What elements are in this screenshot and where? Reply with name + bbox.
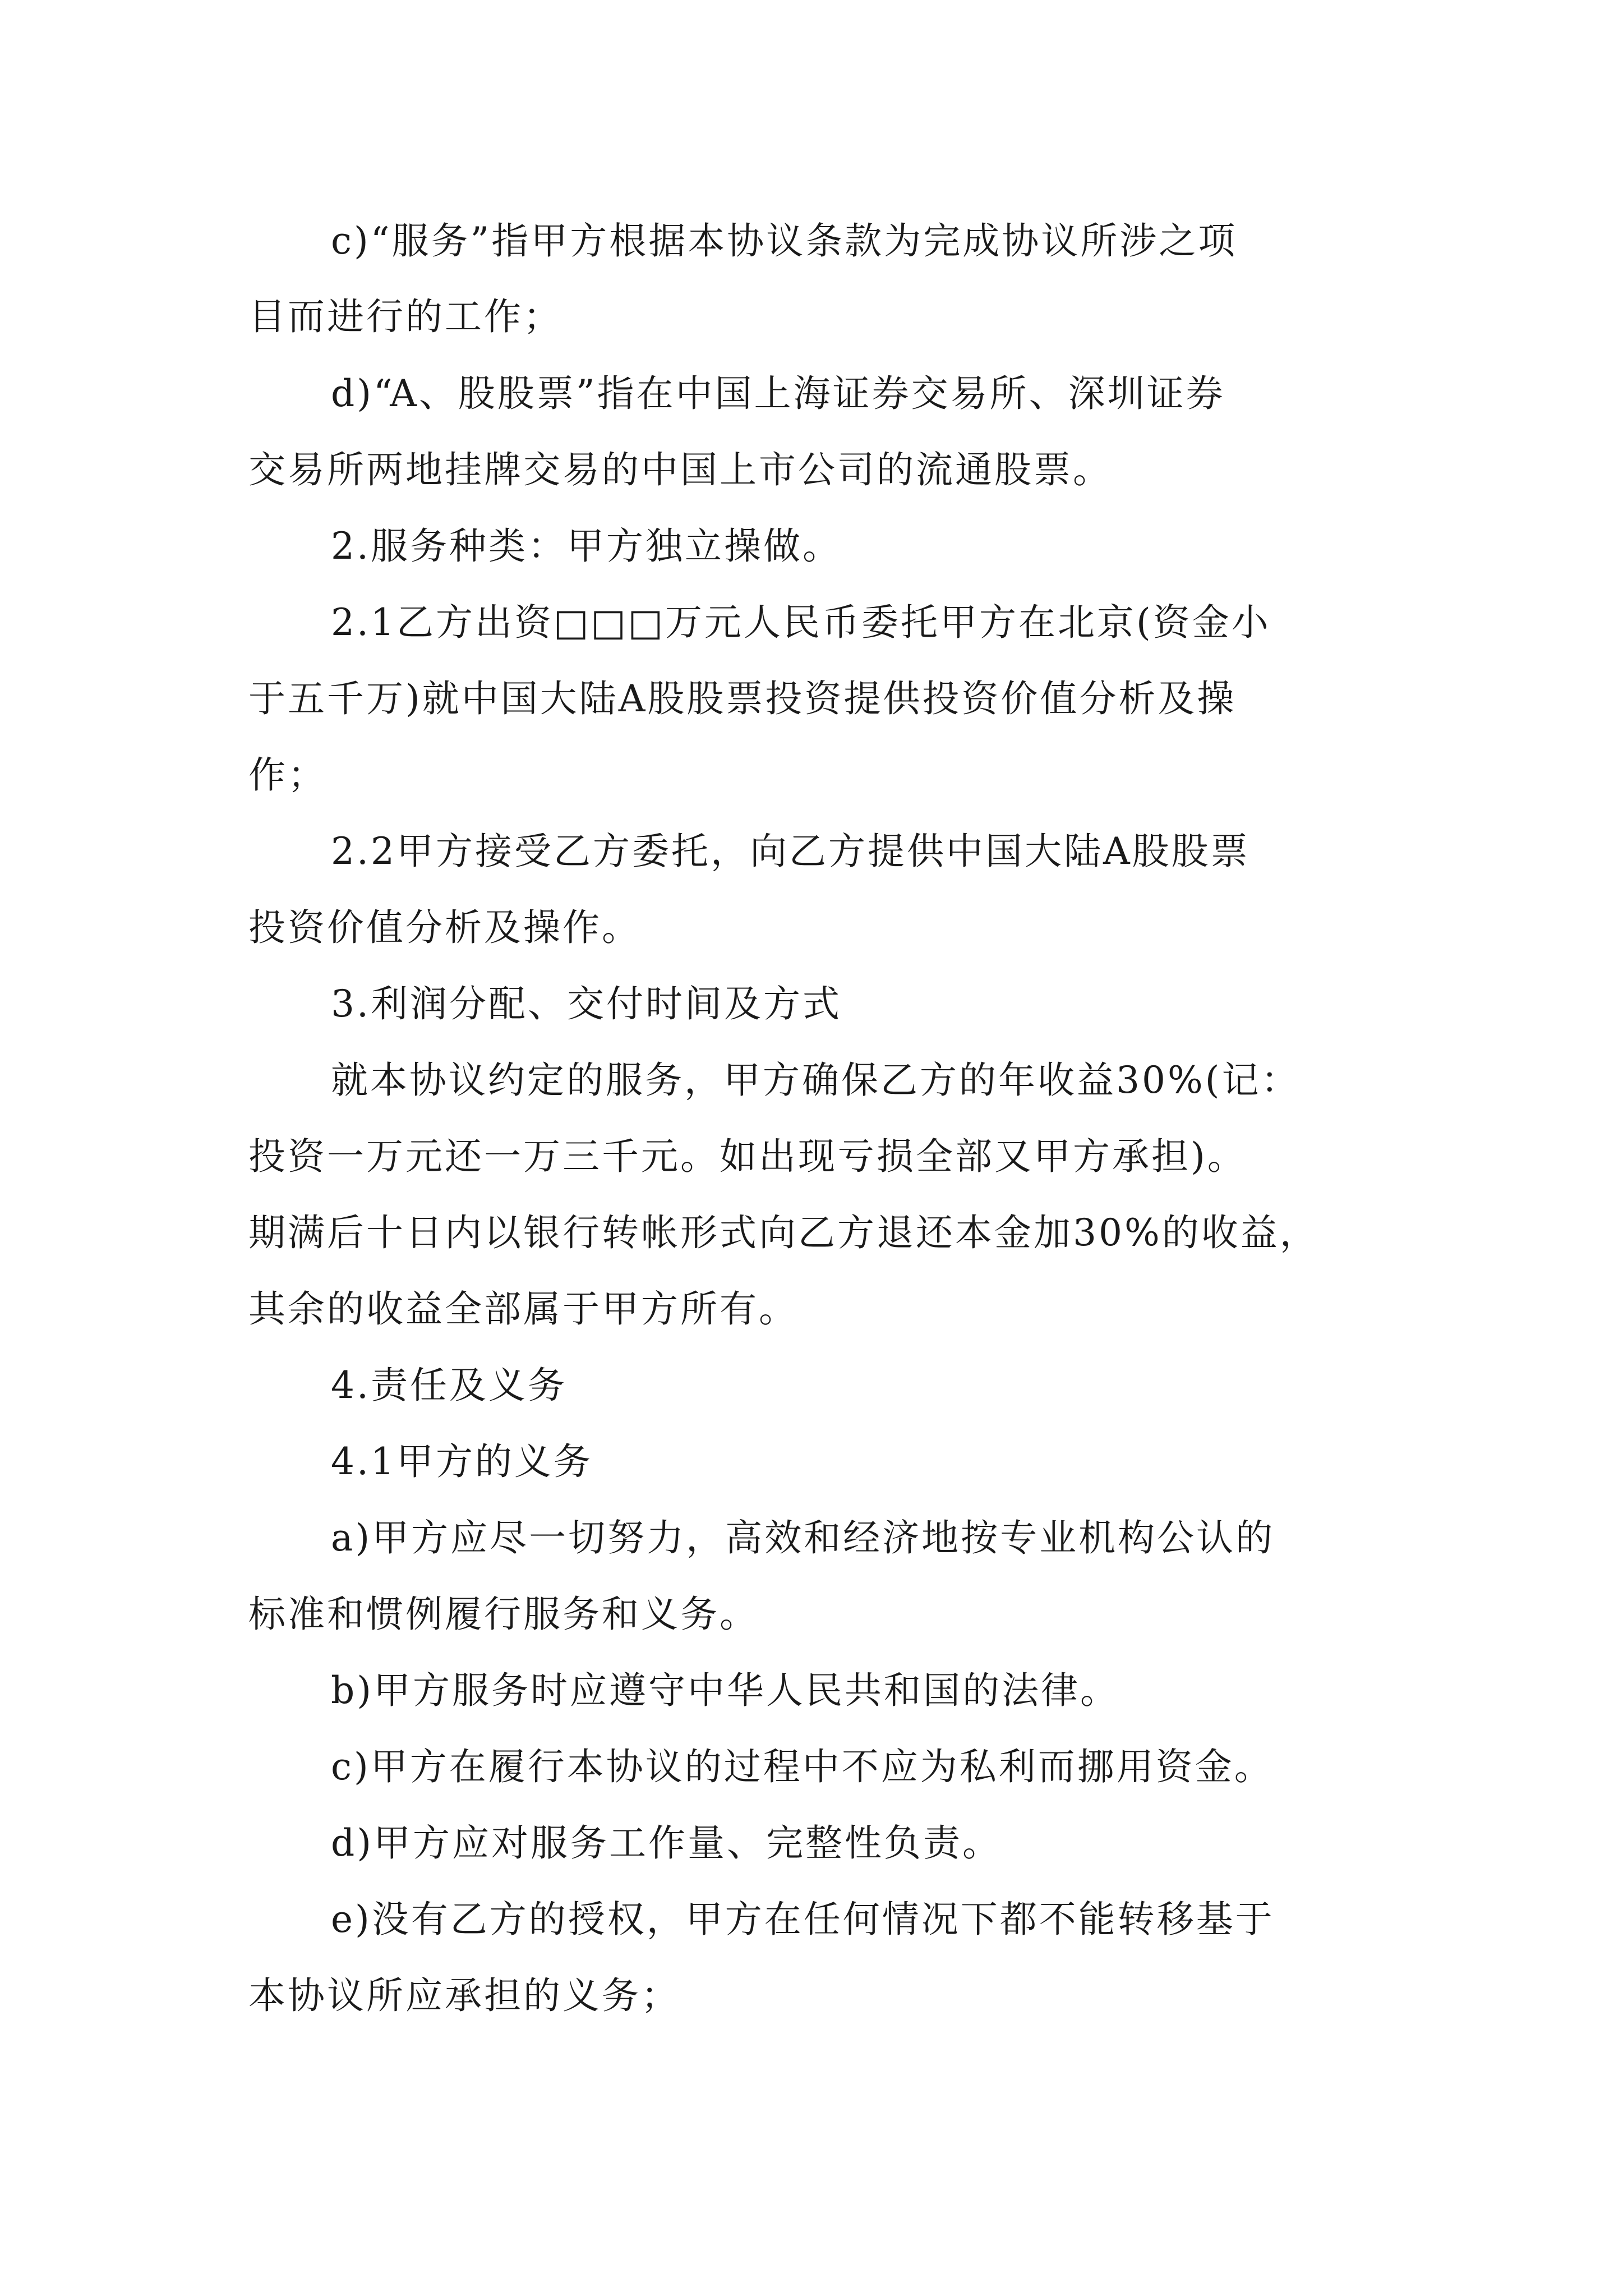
text-line: b)甲方服务时应遵守中华人民共和国的法律。 [331,1669,1119,1712]
text-line: 2.服务种类：甲方独立操做。 [331,524,842,568]
text-line: 4.1甲方的义务 [331,1440,593,1483]
text-line: 其余的收益全部属于甲方所有。 [248,1287,798,1331]
text-line: 投资价值分析及操作。 [248,906,641,949]
text-line: 就本协议约定的服务，甲方确保乙方的年收益30%(记： [331,1059,1301,1102]
text-line: 3.利润分配、交付时间及方式 [331,982,842,1025]
text-line: 2.1乙方出资□□□万元人民币委托甲方在北京(资金小 [331,601,1271,644]
text-line: 2.2甲方接受乙方委托，向乙方提供中国大陆A股股票 [331,830,1250,873]
text-line: 期满后十日内以银行转帐形式向乙方退还本金加30%的收益， [248,1211,1319,1254]
text-line: c)甲方在履行本协议的过程中不应为私利而挪用资金。 [331,1745,1274,1788]
text-line: 投资一万元还一万三千元。如出现亏损全部又甲方承担)。 [248,1135,1247,1178]
text-line: c)“服务”指甲方根据本协议条款为完成协议所涉之项 [331,219,1238,263]
text-line: 标准和惯例履行服务和义务。 [248,1593,759,1636]
text-line: e)没有乙方的授权，甲方在任何情况下都不能转移基于 [331,1898,1275,1941]
text-line: 作； [248,753,327,797]
text-line: 本协议所应承担的义务； [248,1974,680,2017]
text-line: a)甲方应尽一切努力，高效和经济地按专业机构公认的 [331,1516,1275,1559]
text-line: 目而进行的工作； [248,295,562,338]
text-line: 交易所两地挂牌交易的中国上市公司的流通股票。 [248,448,1112,491]
text-line: 4.责任及义务 [331,1364,567,1407]
text-line: d)“A、股股票”指在中国上海证券交易所、深圳证券 [331,372,1225,415]
text-line: 于五千万)就中国大陆A股股票投资提供投资价值分析及操 [248,677,1237,720]
text-line: d)甲方应对服务工作量、完整性负责。 [331,1821,1002,1865]
